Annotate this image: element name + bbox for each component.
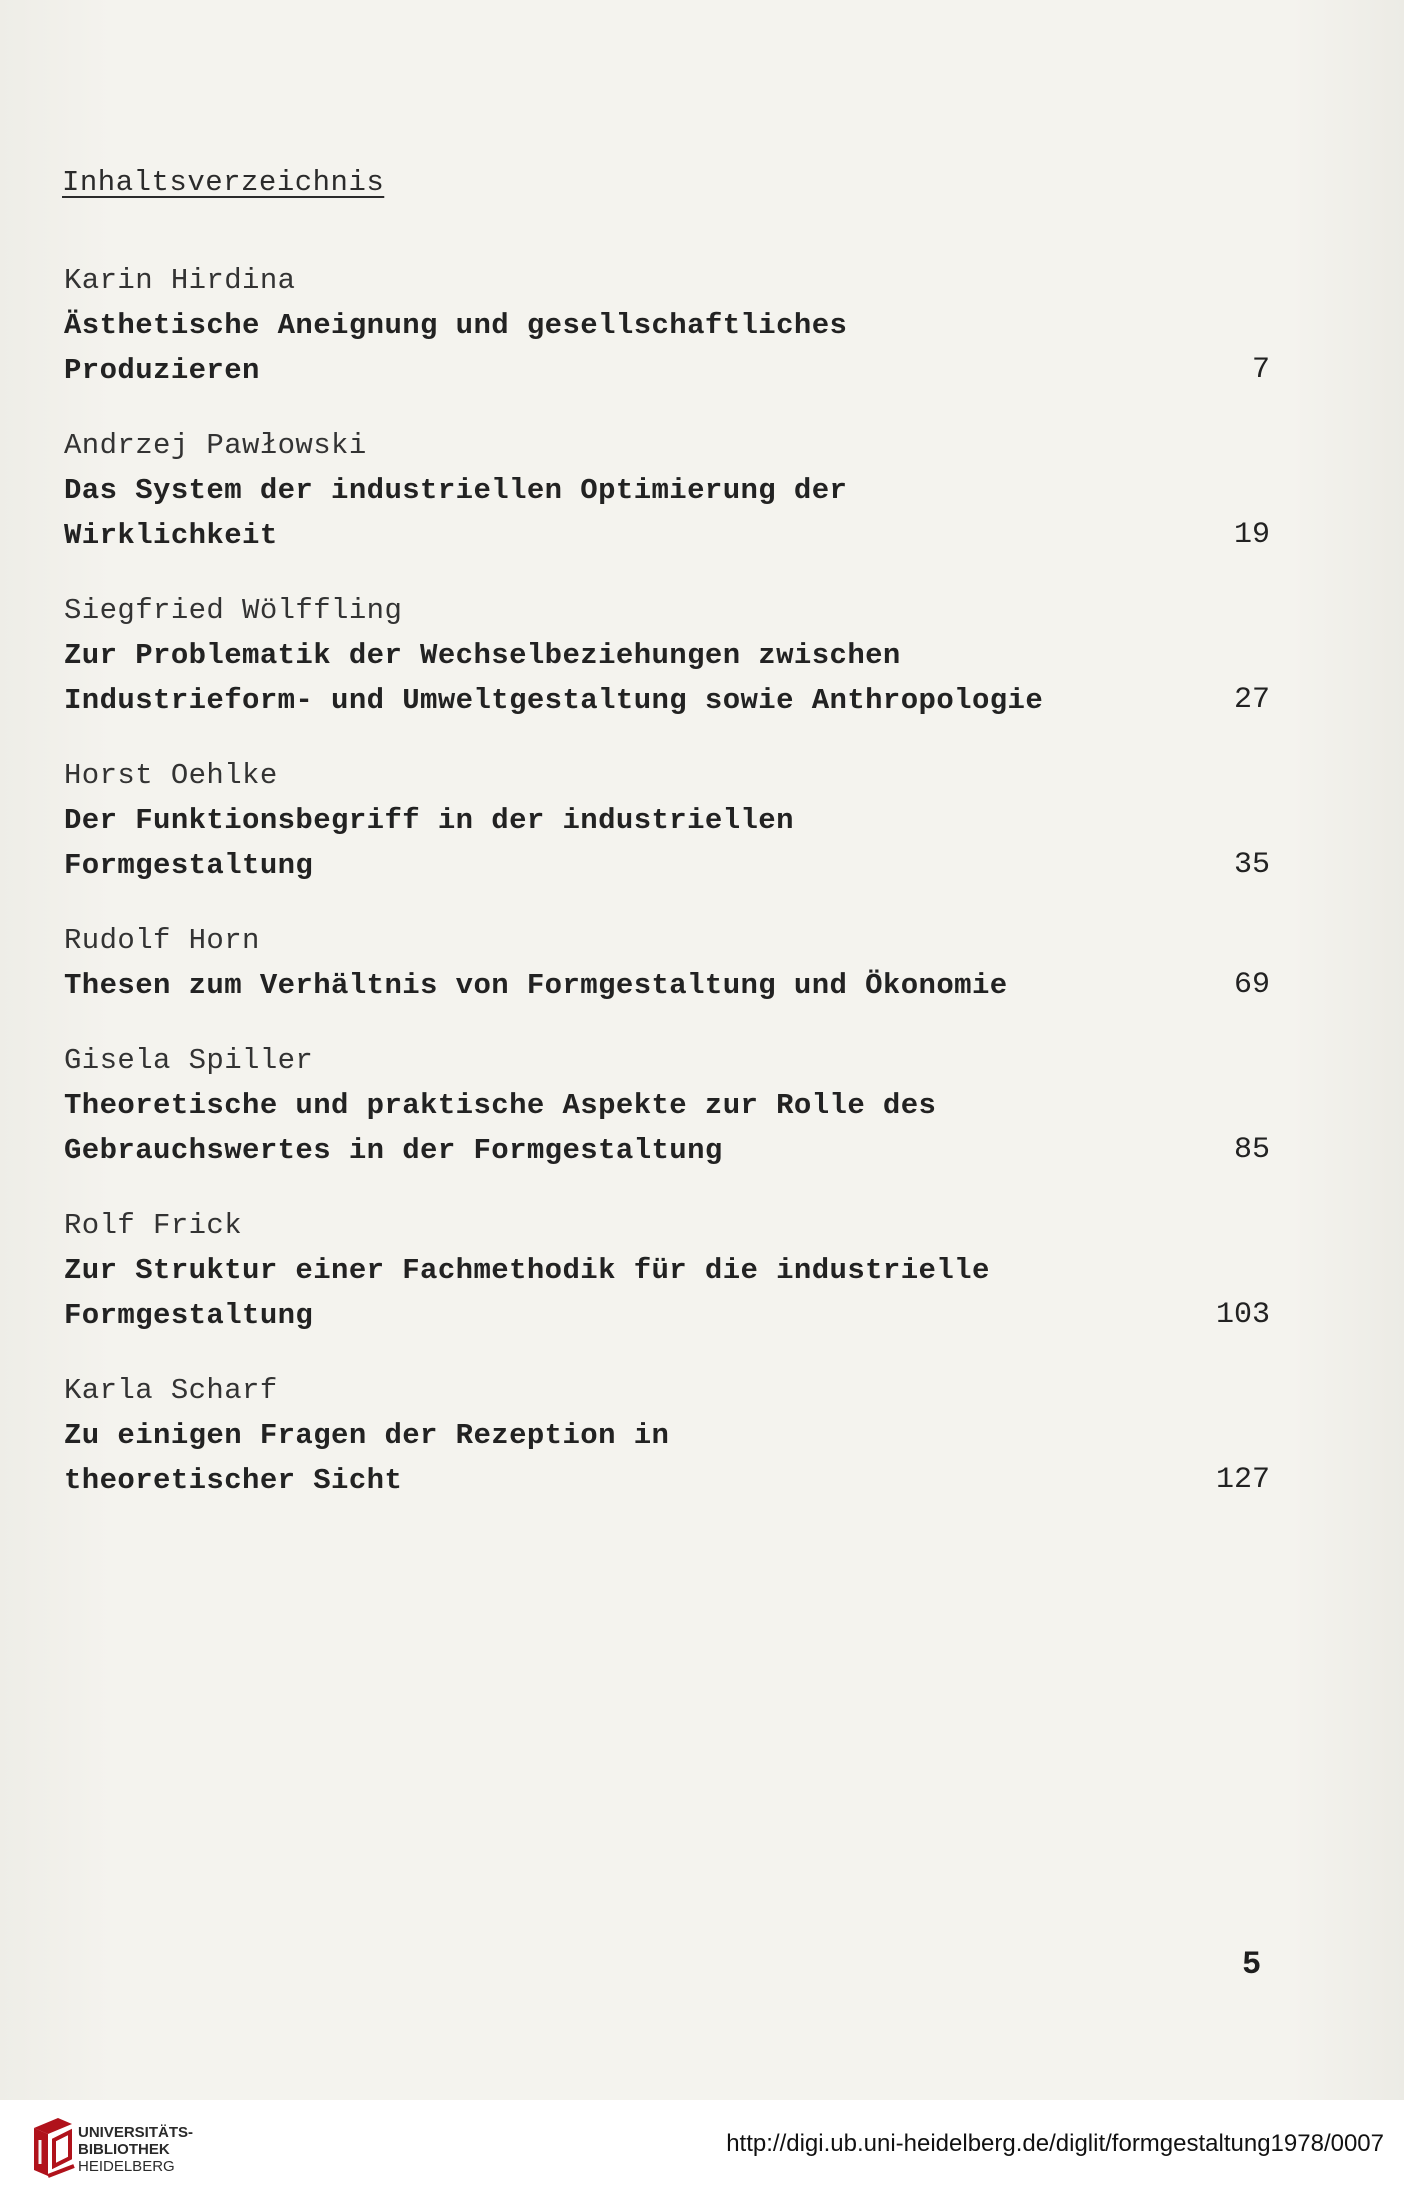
- entry-title-line: Industrieform- und Umweltgestaltung sowie Anthropologie: [64, 684, 1044, 717]
- entry-page-number: 69: [1233, 968, 1270, 1002]
- entry-title-line: Das System der industriellen Optimierung der: [64, 474, 848, 507]
- library-name-line: UNIVERSITÄTS-: [78, 2124, 194, 2141]
- entry-title-line: Produzieren: [64, 354, 260, 387]
- entry-page-number: 35: [1233, 848, 1270, 882]
- entry-page-number: 7: [1251, 353, 1270, 387]
- page-title: Inhaltsverzeichnis: [62, 166, 385, 199]
- toc-entry: [64, 1038, 1270, 1173]
- entry-title-line: Ästhetische Aneignung und gesellschaftliches: [64, 309, 848, 342]
- toc-entry: [64, 588, 1270, 723]
- library-name-line: HEIDELBERG: [78, 2158, 175, 2175]
- source-url-link[interactable]: http://digi.ub.uni-heidelberg.de/diglit/formgestaltung1978/0007: [726, 2130, 1384, 2157]
- library-name: [78, 2124, 193, 2175]
- entry-author: Horst Oehlke: [64, 759, 278, 792]
- entry-page-number: 27: [1233, 683, 1270, 717]
- toc-entry: [64, 753, 1270, 888]
- entry-title-line: theoretischer Sicht: [64, 1464, 403, 1497]
- entry-title-line: Gebrauchswertes in der Formgestaltung: [64, 1134, 723, 1167]
- entry-author: Gisela Spiller: [64, 1044, 314, 1077]
- entry-author: Siegfried Wölffling: [64, 594, 403, 627]
- entry-title-line: Zur Problematik der Wechselbeziehungen zwischen: [64, 639, 901, 672]
- entry-author: Andrzej Pawłowski: [64, 429, 367, 462]
- page-folio-number: 5: [1242, 1946, 1262, 1983]
- entry-title-line: Formgestaltung: [64, 1299, 314, 1332]
- toc-entry: [64, 1203, 1270, 1338]
- entry-page-number: 127: [1215, 1463, 1270, 1497]
- entry-title-line: Theoretische und praktische Aspekte zur Rolle des: [64, 1089, 937, 1122]
- toc-entry: [64, 258, 1270, 393]
- entry-author: Karin Hirdina: [64, 264, 296, 297]
- entry-page-number: 85: [1233, 1133, 1270, 1167]
- entry-page-number: 19: [1233, 518, 1270, 552]
- entry-title-line: Zu einigen Fragen der Rezeption in: [64, 1419, 670, 1452]
- entry-title-line: Formgestaltung: [64, 849, 314, 882]
- entry-author: Karla Scharf: [64, 1374, 278, 1407]
- entry-title-line: Wirklichkeit: [64, 519, 278, 552]
- table-of-contents: [64, 258, 1270, 1533]
- toc-entry: [64, 423, 1270, 558]
- entry-title-line: Der Funktionsbegriff in der industriellen: [64, 804, 794, 837]
- entry-title-line: Thesen zum Verhältnis von Formgestaltung und Ökonomie: [64, 969, 1008, 1002]
- library-name-line: BIBLIOTHEK: [78, 2141, 170, 2158]
- entry-page-number: 103: [1215, 1298, 1270, 1332]
- entry-author: Rudolf Horn: [64, 924, 260, 957]
- entry-title-line: Zur Struktur einer Fachmethodik für die industrielle: [64, 1254, 990, 1287]
- digitization-footer: [0, 2100, 1404, 2206]
- toc-entry: [64, 918, 1270, 1008]
- toc-entry: [64, 1368, 1270, 1503]
- entry-author: Rolf Frick: [64, 1209, 243, 1242]
